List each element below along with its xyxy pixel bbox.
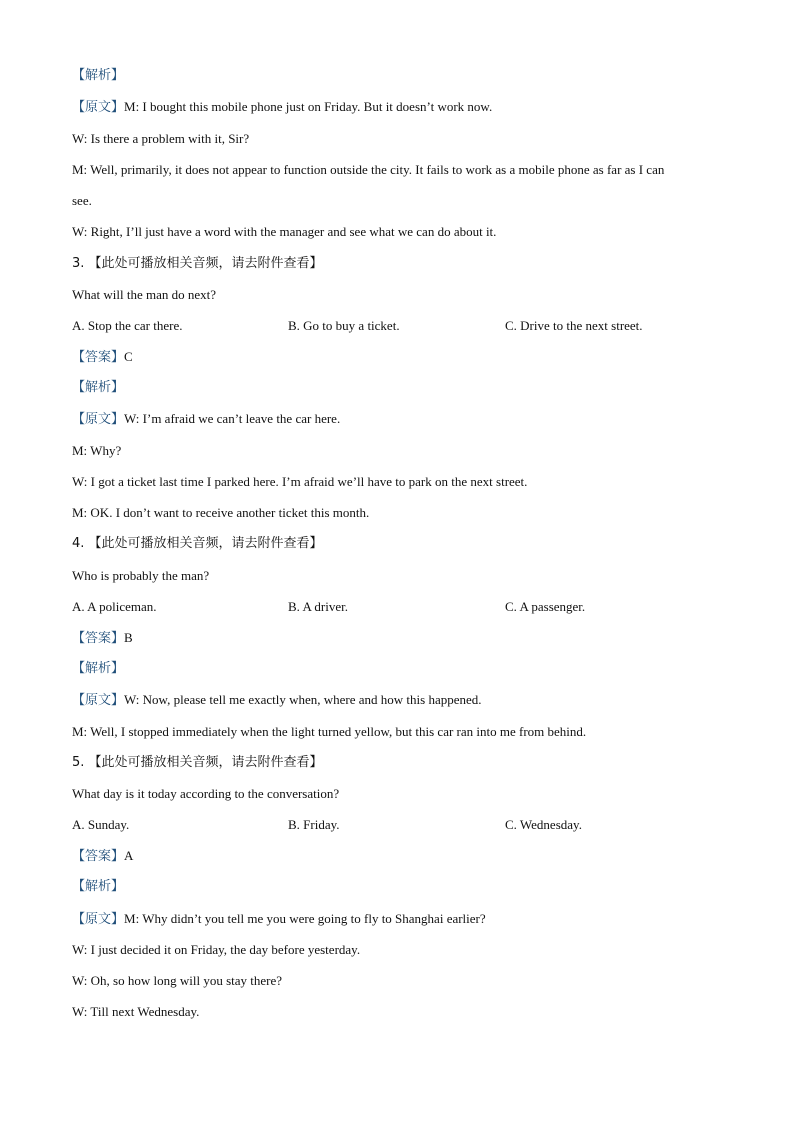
transcript-line: W: Till next Wednesday. — [72, 1004, 200, 1019]
answer-line-5 — [72, 848, 722, 865]
transcript-line: W: I got a ticket last time I parked here. I’m afraid we’ll have to park on the next street. — [72, 474, 528, 489]
transcript-label: 【原文】 — [72, 412, 125, 427]
transcript-line: M: Well, primarily, it does not appear to function outside the city. It fails to work as a mobile phone as far as I can — [72, 162, 665, 177]
answer-label: 【答案】 — [72, 849, 125, 864]
answer-value: A — [124, 848, 134, 863]
answer-line-3 — [72, 349, 722, 366]
option-a: A. Sunday. — [72, 817, 130, 832]
option-c: C. A passenger. — [505, 599, 586, 614]
analysis-label: 【解析】 — [72, 879, 125, 894]
option-c: C. Wednesday. — [505, 817, 582, 832]
transcript-line — [72, 411, 722, 428]
transcript-label: 【原文】 — [72, 912, 125, 927]
question-heading-4: 4. 【此处可播放相关音频，请去附件查看】 — [72, 536, 323, 551]
transcript-line: W: Is there a problem with it, Sir? — [72, 131, 250, 146]
answer-value: B — [124, 630, 133, 645]
transcript-line: W: I just decided it on Friday, the day before yesterday. — [72, 942, 361, 957]
option-a: A. Stop the car there. — [72, 318, 183, 333]
answer-line-4 — [72, 630, 722, 647]
analysis-label: 【解析】 — [72, 68, 125, 83]
analysis-label: 【解析】 — [72, 380, 125, 395]
option-a: A. A policeman. — [72, 599, 157, 614]
transcript-label: 【原文】 — [72, 100, 125, 115]
transcript-line — [72, 911, 722, 928]
transcript-line — [72, 692, 722, 709]
transcript-text: W: Now, please tell me exactly when, where and how this happened. — [124, 692, 482, 707]
transcript-text: W: I’m afraid we can’t leave the car here. — [124, 411, 341, 426]
question-heading-5: 5. 【此处可播放相关音频，请去附件查看】 — [72, 755, 323, 770]
transcript-line: W: Oh, so how long will you stay there? — [72, 973, 283, 988]
transcript-text: M: I bought this mobile phone just on Friday. But it doesn’t work now. — [124, 99, 493, 114]
question-text-3: What will the man do next? — [72, 287, 217, 302]
answer-label: 【答案】 — [72, 350, 125, 365]
transcript-line: M: OK. I don’t want to receive another ticket this month. — [72, 505, 370, 520]
option-c: C. Drive to the next street. — [505, 318, 643, 333]
question-heading-3: 3. 【此处可播放相关音频，请去附件查看】 — [72, 256, 323, 271]
transcript-line — [72, 99, 722, 116]
transcript-label: 【原文】 — [72, 693, 125, 708]
option-b: B. Go to buy a ticket. — [288, 318, 400, 333]
transcript-line: W: Right, I’ll just have a word with the manager and see what we can do about it. — [72, 224, 497, 239]
transcript-text: M: Why didn’t you tell me you were going to fly to Shanghai earlier? — [124, 911, 486, 926]
transcript-line: M: Well, I stopped immediately when the light turned yellow, but this car ran into me from behind. — [72, 724, 587, 739]
option-b: B. Friday. — [288, 817, 340, 832]
analysis-label: 【解析】 — [72, 661, 125, 676]
transcript-line: M: Why? — [72, 443, 122, 458]
transcript-line: see. — [72, 193, 92, 208]
option-b: B. A driver. — [288, 599, 348, 614]
answer-value: C — [124, 349, 133, 364]
answer-label: 【答案】 — [72, 631, 125, 646]
question-text-5: What day is it today according to the conversation? — [72, 786, 340, 801]
question-text-4: Who is probably the man? — [72, 568, 210, 583]
